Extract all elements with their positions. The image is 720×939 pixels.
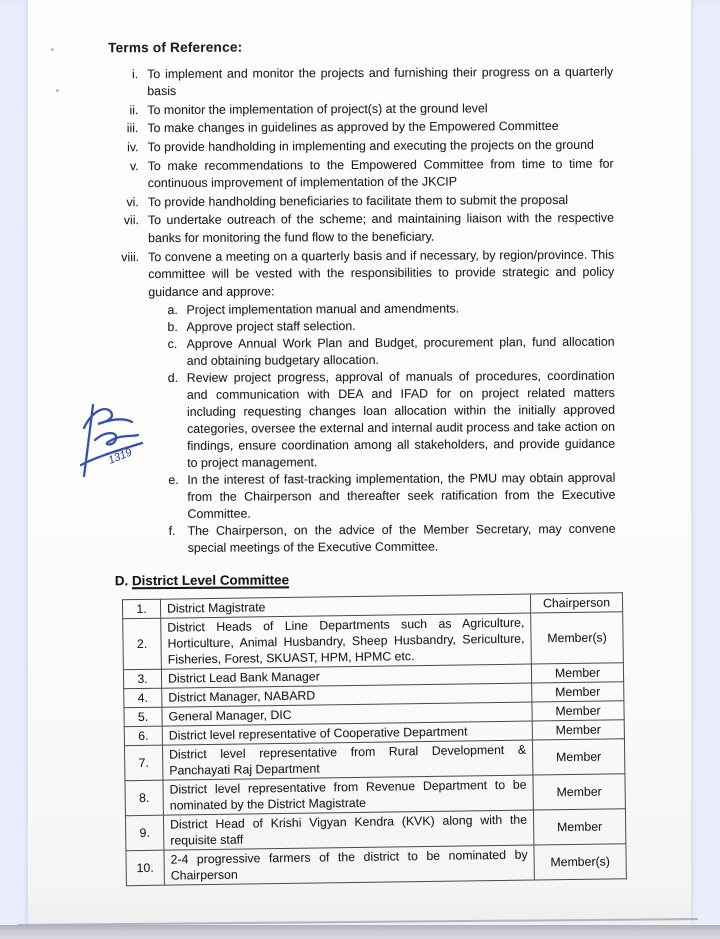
list-item-text: To convene a meeting on a quarterly basis and if necessary, by region/province. This committee will be vested with the responsibilities to provide strategic and policy guidance and approve:: [148, 247, 615, 299]
sublist-item-text: The Chairperson, on the advice of the Member Secretary, may convene special meetings of the Executive Committee.: [187, 521, 616, 556]
list-marker: vii.: [123, 213, 139, 228]
sublist-marker: b.: [167, 320, 178, 335]
row-number: 7.: [124, 745, 162, 781]
signature-note-text: 1319: [106, 446, 134, 467]
row-description: District Magistrate: [160, 594, 530, 618]
list-marker: v.: [129, 158, 139, 173]
row-role: Member(s): [531, 612, 624, 664]
sublist-marker: c.: [167, 337, 178, 352]
page-title: Terms of Reference:: [108, 39, 243, 56]
terms-roman-list: [108, 63, 614, 301]
list-item: [108, 99, 613, 119]
district-level-committee-table: [122, 592, 627, 886]
row-role: Member: [531, 663, 623, 683]
sublist-marker: e.: [168, 473, 179, 488]
row-description: District Manager, NABARD: [162, 683, 532, 707]
row-number: 9.: [125, 815, 163, 851]
list-item: [109, 246, 614, 301]
sublist-item: [168, 334, 615, 370]
row-description: District Heads of Line Departments such as Agriculture, Horticulture, Animal Husbandry, Sheep Husbandry, Sericulture, Fisheries, Forest, SKUAST, HPM, HPMC etc.: [161, 613, 532, 669]
row-number: 8.: [125, 780, 163, 816]
sublist-item: [168, 470, 615, 523]
list-item: [109, 137, 614, 157]
row-role: Member: [532, 739, 624, 775]
list-item-text: To make recommendations to the Empowered Committee from time to time for continuous improvement of implementation of the JKCIP: [147, 156, 614, 191]
sublist-item-text: Project implementation manual and amendments.: [186, 301, 460, 318]
list-marker: viii.: [121, 249, 140, 264]
row-number: 4.: [124, 688, 162, 708]
row-description: District level representative from Revenue Department to be nominated by the District Magistrate: [163, 775, 533, 815]
row-role: Member: [533, 809, 625, 845]
sublist-item: [168, 368, 616, 472]
document-body: [108, 37, 617, 887]
row-description: District level representative of Cooperative Department: [162, 721, 532, 745]
list-item: [108, 63, 613, 101]
terms-letter-sublist: [167, 300, 615, 557]
list-item: [108, 118, 613, 138]
backdrop-strip-right: [691, 0, 720, 939]
row-role: Member: [532, 701, 624, 721]
list-item-text: To undertake outreach of the scheme; and maintaining liaison with the respective banks for monitoring the fund flow to the beneficiary.: [147, 211, 614, 246]
sublist-marker: d.: [167, 371, 179, 386]
row-number: 6.: [124, 726, 162, 746]
row-description: 2-4 progressive farmers of the district to be nominated by Chairperson: [164, 845, 534, 885]
list-marker: ii.: [129, 102, 139, 117]
section-heading: [115, 570, 616, 590]
table-row: [123, 612, 624, 670]
list-item: [109, 191, 614, 211]
list-marker: iv.: [127, 140, 139, 155]
row-role: Member: [532, 682, 624, 702]
row-number: 1.: [122, 599, 160, 619]
list-item: [109, 210, 614, 248]
section-heading-title: District Level Committee: [131, 572, 290, 589]
sublist-item-text: Review project progress, approval of manuals of procedures, coordination and communication with DEA and IFAD for on project related matters including requesting changes loan allocation within the initially approved categories, oversee the external and internal audit process and take action on findings, ensure coordination among all stakeholders, and provide guidance to project management.: [186, 368, 616, 471]
row-description: General Manager, DIC: [162, 702, 532, 726]
row-role: Member: [532, 720, 624, 740]
sublist-marker: f.: [168, 524, 176, 539]
sublist-item-text: In the interest of fast-tracking implementation, the PMU may obtain approval from the Chairperson and thereafter seek ratification from the Executive Committee.: [187, 470, 616, 522]
row-role: Member: [533, 774, 625, 810]
backdrop-bottom-band: [0, 925, 720, 939]
row-description: District Lead Bank Manager: [161, 664, 531, 688]
row-role: Member(s): [534, 844, 626, 880]
list-marker: i.: [131, 66, 139, 81]
row-description: District level representative from Rural Development & Panchayati Raj Department: [162, 740, 532, 780]
row-number: 2.: [123, 618, 162, 670]
list-item-text: To implement and monitor the projects and furnishing their progress on a quarterly basis: [147, 64, 614, 99]
sublist-item-text: Approve Annual Work Plan and Budget, procurement plan, fund allocation and obtaining budgetary allocation.: [186, 334, 615, 369]
list-marker: iii.: [126, 121, 139, 136]
row-role: Chairperson: [530, 593, 622, 613]
row-number: 5.: [124, 707, 162, 727]
sublist-item: [169, 521, 616, 557]
list-marker: vi.: [126, 194, 139, 209]
sublist-marker: a.: [167, 303, 178, 318]
backdrop-strip-left: [0, 0, 28, 939]
row-number: 10.: [126, 850, 164, 886]
dust-speck: [51, 48, 54, 51]
committee-table-wrapper: [122, 592, 620, 886]
sublist-item-text: Approve project staff selection.: [186, 319, 356, 335]
dust-speck: [56, 89, 59, 92]
row-number: 3.: [123, 669, 161, 689]
section-heading-prefix: D.: [114, 573, 129, 589]
table-row: [126, 844, 626, 886]
list-item-text: To provide handholding in implementing and executing the projects on the ground: [147, 137, 594, 155]
list-item-text: To make changes in guidelines as approved by the Empowered Committee: [147, 119, 559, 136]
row-description: District Head of Krishi Vigyan Kendra (KVK) along with the requisite staff: [163, 810, 533, 850]
list-item-text: To provide handholding beneficiaries to facilitate them to submit the proposal: [147, 192, 569, 209]
list-item-text: To monitor the implementation of project(s) at the ground level: [147, 101, 488, 117]
list-item: [109, 155, 614, 193]
